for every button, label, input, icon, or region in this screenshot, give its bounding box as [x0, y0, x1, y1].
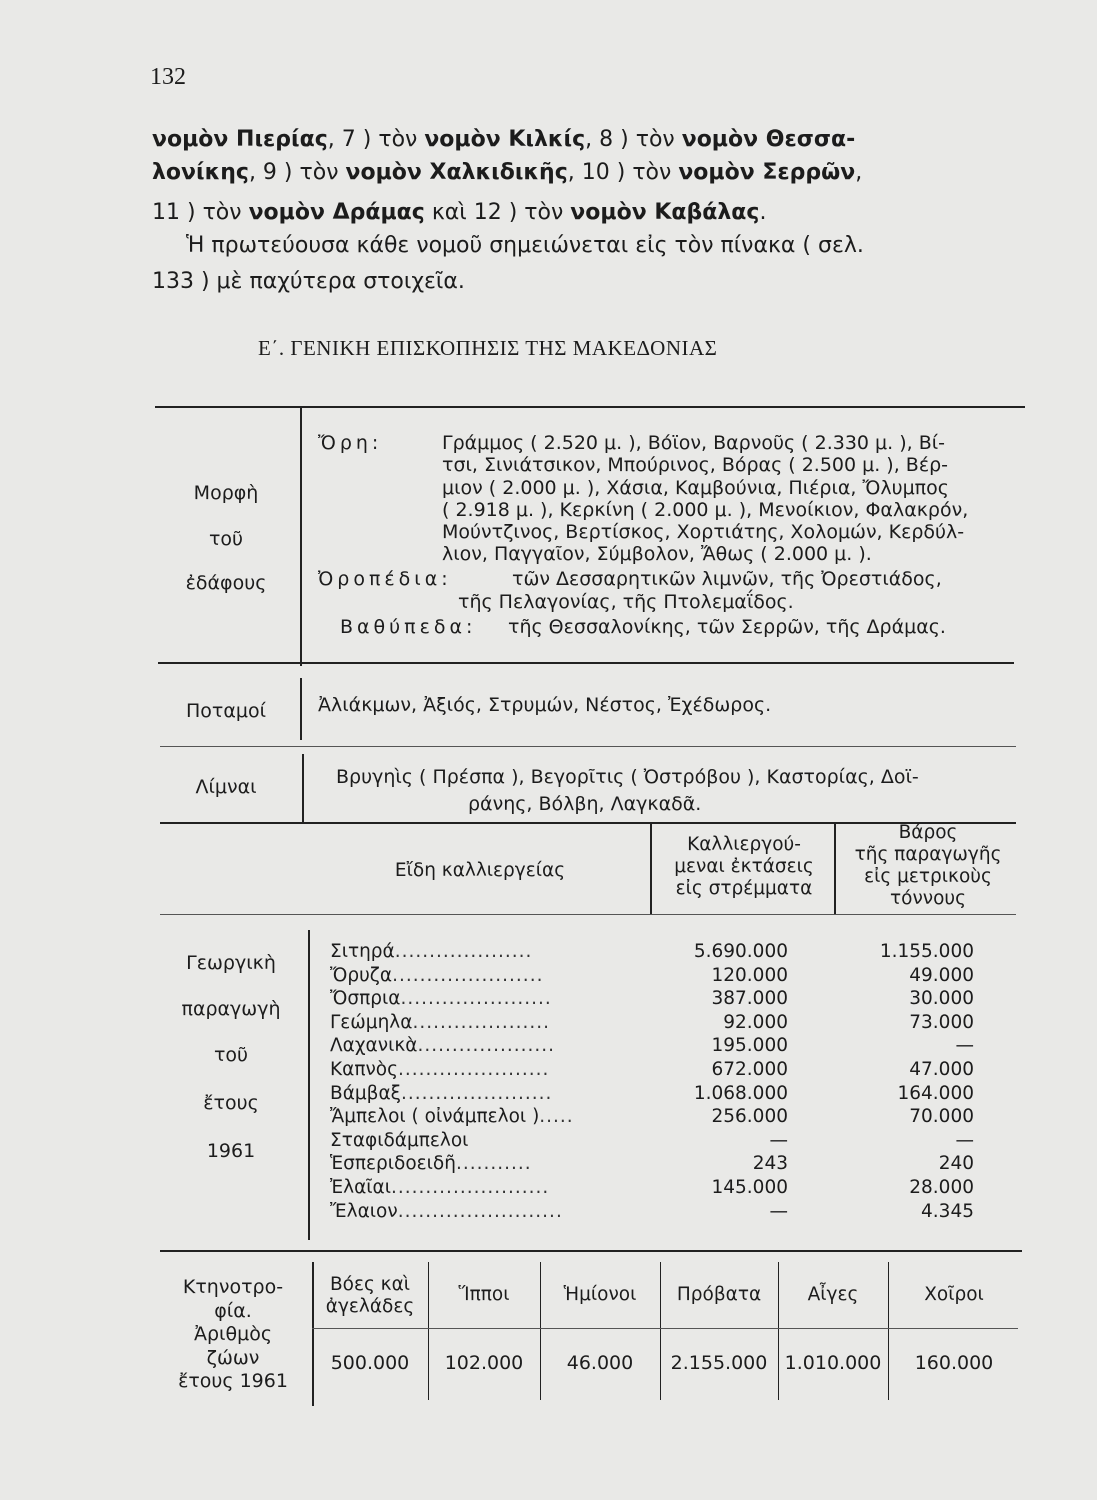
text: , 8 ) τὸν [585, 127, 682, 152]
text: , [855, 160, 863, 185]
crop-name: Καπνὸς [330, 1058, 398, 1080]
weight-value: 73.000 [909, 1011, 974, 1033]
crop-name: Σιτηρά [330, 941, 395, 962]
rule [160, 914, 1016, 915]
label-line: Κτηνοτρο- [182, 1276, 284, 1298]
text-line: τσι, Σινιάτσικον, Μπούρινος, Βόρας ( 2.500 μ. ), Βέρ- [442, 454, 949, 477]
area-value: 145.000 [711, 1176, 788, 1198]
table-top-rule [155, 406, 1025, 408]
header-line: Βόες καὶ [329, 1274, 411, 1295]
value-pigs: 160.000 [914, 1352, 994, 1374]
weight-value: 49.000 [909, 964, 974, 986]
intro-line-1 [152, 124, 1032, 155]
leader-dots: ...................... [392, 964, 544, 986]
text: καὶ 12 ) τὸν [424, 200, 571, 225]
header-line: εἰς στρέμματα [675, 878, 813, 899]
area-value: 243 [752, 1153, 788, 1175]
crop-name: Ἐλαῖαι [330, 1176, 392, 1198]
leader-dots: .................... [417, 1035, 556, 1057]
leader-dots: ..... [539, 1106, 574, 1128]
header-area [656, 834, 832, 900]
agri-label-3: τοῦ [213, 1044, 249, 1066]
leader-dots: ....................... [391, 1176, 550, 1198]
header-sheep: Πρόβατα [676, 1284, 762, 1305]
area-value: 120.000 [711, 964, 788, 986]
area-value: — [769, 1129, 788, 1151]
weight-value: 70.000 [909, 1106, 974, 1128]
table-row [330, 1034, 574, 1058]
label-line: ἔτους 1961 [178, 1370, 288, 1392]
vrule [888, 1262, 889, 1400]
vrule [778, 1262, 779, 1400]
table-row [330, 1152, 574, 1176]
area-value: 92.000 [723, 1011, 788, 1033]
intro-line-3 [152, 197, 1032, 228]
vrule [834, 822, 836, 914]
crop-name: Λαχανικὰ [330, 1035, 418, 1057]
label-line: Ἀριθμὸς [194, 1323, 272, 1345]
oropedia-line-2: τῆς Πελαγονίας, τῆς Πτολεμαΐδος. [458, 591, 794, 613]
bold-text: νομὸν Χαλκιδικῆς [345, 160, 568, 185]
header-line: ἀγελάδες [325, 1296, 415, 1317]
leader-dots: .................... [394, 941, 533, 962]
text-line: Μούντζινος, Βερτίσκος, Χορτιάτης, Χολομών, Κερδύλ- [442, 521, 965, 544]
area-value: 1.068.000 [693, 1082, 788, 1104]
vrule [302, 754, 304, 822]
weight-value: 164.000 [897, 1082, 974, 1104]
header-line: Καλλιεργού- [687, 834, 801, 855]
area-value: 5.690.000 [693, 941, 788, 962]
leader-dots: ........... [455, 1153, 532, 1175]
section-title: Ε΄. ΓΕΝΙΚΗ ΕΠΙΣΚΟΠΗΣΙΣ ΤΗΣ ΜΑΚΕΔΟΝΙΑΣ [258, 336, 718, 360]
oropedia-label: Ὀροπέδια: [318, 568, 452, 590]
oropedia-line-1: τῶν Δεσσαρητικῶν λιμνῶν, τῆς Ὀρεστιάδος, [512, 568, 942, 590]
limnai-line-2: ράνης, Βόλβη, Λαγκαδᾶ. [468, 793, 702, 815]
leader-dots: .................... [412, 1011, 551, 1033]
area-value: — [769, 1200, 788, 1222]
table-row [330, 1011, 574, 1035]
crop-name: Βάμβαξ [330, 1082, 401, 1104]
crop-name: Ἄμπελοι ( οἰνάμπελοι ) [330, 1106, 540, 1128]
text-line: Γράμμος ( 2.520 μ. ), Βόϊον, Βαρνοῦς ( 2.330 μ. ), Βί- [442, 432, 946, 454]
header-cattle [314, 1274, 426, 1318]
table-row [330, 1105, 574, 1129]
vrule [308, 930, 310, 1240]
page-number: 132 [150, 64, 186, 90]
value-horses: 102.000 [444, 1352, 524, 1374]
table-row [330, 964, 574, 988]
leader-dots: ...................... [397, 1058, 550, 1080]
header-pigs: Χοῖροι [924, 1284, 984, 1305]
bold-text: νομὸν Θεσσα- [681, 127, 856, 152]
table-row [330, 987, 574, 1011]
header-line: τῆς παραγωγῆς [854, 844, 1002, 865]
agri-label-2: παραγωγὴ [181, 998, 281, 1020]
vrule [660, 1262, 661, 1400]
header-goats: Αἶγες [807, 1284, 859, 1305]
crop-name: Σταφιδάμπελοι [330, 1129, 469, 1151]
header-line: εἰς μετρικοὺς [864, 866, 992, 887]
header-crop-kind: Εἴδη καλλιεργείας [394, 860, 566, 881]
text: , 7 ) τὸν [327, 127, 425, 152]
bold-text: νομὸν Κιλκίς [424, 127, 586, 152]
crop-list [330, 940, 574, 1223]
livestock-label [160, 1276, 306, 1394]
value-sheep: 2.155.000 [670, 1352, 768, 1374]
intro-line-4: Ἡ πρωτεύουσα κάθε νομοῦ σημειώνεται εἰς τὸν πίνακα ( σελ. [186, 233, 864, 258]
morfi-label-1: Μορφὴ [193, 482, 259, 504]
limnai-line-1: Βρυγηὶς ( Πρέσπα ), Βεγορῖτις ( Ὀστρόβου ), Καστορίας, Δοϊ- [336, 766, 919, 788]
limnai-label: Λίμναι [195, 776, 257, 798]
agri-label-1: Γεωργικὴ [186, 952, 276, 974]
header-line: μεναι ἐκτάσεις [674, 856, 814, 877]
header-line: τόννους [889, 888, 966, 909]
area-value: 256.000 [711, 1106, 788, 1128]
weight-value: 4.345 [921, 1200, 974, 1222]
crop-name: Γεώμηλα [330, 1011, 413, 1033]
text: . [759, 200, 767, 225]
text: 11 ) τὸν [152, 200, 249, 225]
bold-text: νομὸν Καβάλας [570, 200, 760, 225]
weight-value: — [955, 1035, 974, 1057]
crop-name: Ἑσπεριδοειδῆ [330, 1153, 456, 1175]
bold-text: λονίκης [152, 160, 249, 185]
table-row [330, 1082, 574, 1106]
header-weight [838, 822, 1018, 910]
weight-value: 1.155.000 [879, 941, 974, 962]
vrule [428, 1262, 429, 1400]
ori-label: Ὄρη: [318, 432, 383, 454]
weight-value: 47.000 [909, 1058, 974, 1080]
header-mules: Ἡμίονοι [563, 1284, 637, 1305]
text: , 9 ) τὸν [248, 160, 346, 185]
intro-line-5: 133 ) μὲ παχύτερα στοιχεῖα. [152, 269, 465, 294]
rule [160, 746, 1016, 747]
agri-label-5: 1961 [206, 1140, 256, 1162]
header-line: Βάρος [898, 822, 958, 843]
bold-text: νομὸν Δράμας [248, 200, 425, 225]
weight-value: 28.000 [909, 1176, 974, 1198]
rule [312, 1328, 1018, 1329]
morfi-label-2: τοῦ [208, 528, 244, 550]
vrule [650, 822, 652, 914]
area-column [640, 940, 788, 1223]
intro-line-2 [152, 157, 1032, 188]
crop-name: Ὄσπρια [330, 988, 401, 1010]
vrule [540, 1262, 541, 1400]
agri-label-4: ἔτους [203, 1092, 259, 1114]
text: , 10 ) τὸν [567, 160, 679, 185]
vrule [300, 678, 302, 740]
label-line: φία. [214, 1299, 252, 1322]
table-row [330, 1176, 574, 1200]
text-line: ( 2.918 μ. ), Κερκίνη ( 2.000 μ. ), Μενοίκιον, Φαλακρόν, [442, 498, 969, 521]
weight-value: 240 [938, 1153, 974, 1175]
table-row [330, 1058, 574, 1082]
leader-dots: ........................ [397, 1200, 563, 1222]
bold-text: νομὸν Πιερίας [152, 127, 328, 152]
vrule [300, 408, 302, 666]
crop-name: Ὄρυζα [330, 964, 393, 986]
bold-text: νομὸν Σερρῶν [678, 160, 856, 185]
text-line: λιον, Παγγαῖον, Σύμβολον, Ἄθως ( 2.000 μ. ). [442, 543, 872, 566]
weight-value: 30.000 [909, 988, 974, 1010]
area-value: 195.000 [711, 1035, 788, 1057]
label-line: ζώων [206, 1346, 260, 1369]
morfi-label-3: ἐδάφους [185, 572, 267, 594]
table-row [330, 1200, 574, 1224]
table-row [330, 1129, 574, 1153]
header-horses: Ἵπποι [458, 1284, 510, 1305]
text-line: μιον ( 2.000 μ. ), Χάσια, Καμβούνια, Πιέρια, Ὄλυμπος [442, 476, 949, 499]
weight-column [830, 940, 974, 1223]
value-mules: 46.000 [566, 1352, 634, 1374]
leader-dots: ...................... [400, 988, 552, 1010]
area-value: 387.000 [711, 988, 788, 1010]
weight-value: — [955, 1129, 974, 1151]
potamoi-label: Ποταμοί [185, 700, 267, 722]
potamoi-text: Ἀλιάκμων, Ἀξιός, Στρυμών, Νέστος, Ἐχέδωρος. [318, 694, 772, 716]
vathypeda-text: τῆς Θεσσαλονίκης, τῶν Σερρῶν, τῆς Δράμας. [508, 616, 946, 638]
leader-dots: ...................... [400, 1082, 553, 1104]
area-value: 672.000 [711, 1058, 788, 1080]
value-cattle: 500.000 [330, 1352, 410, 1374]
value-goats: 1.010.000 [784, 1352, 882, 1374]
crop-name: Ἔλαιον [330, 1200, 398, 1222]
table-row [330, 940, 574, 964]
rule [160, 1250, 1022, 1252]
ori-text [442, 432, 968, 566]
rule [158, 662, 1014, 664]
vathypeda-label: Βαθύπεδα: [340, 616, 477, 638]
